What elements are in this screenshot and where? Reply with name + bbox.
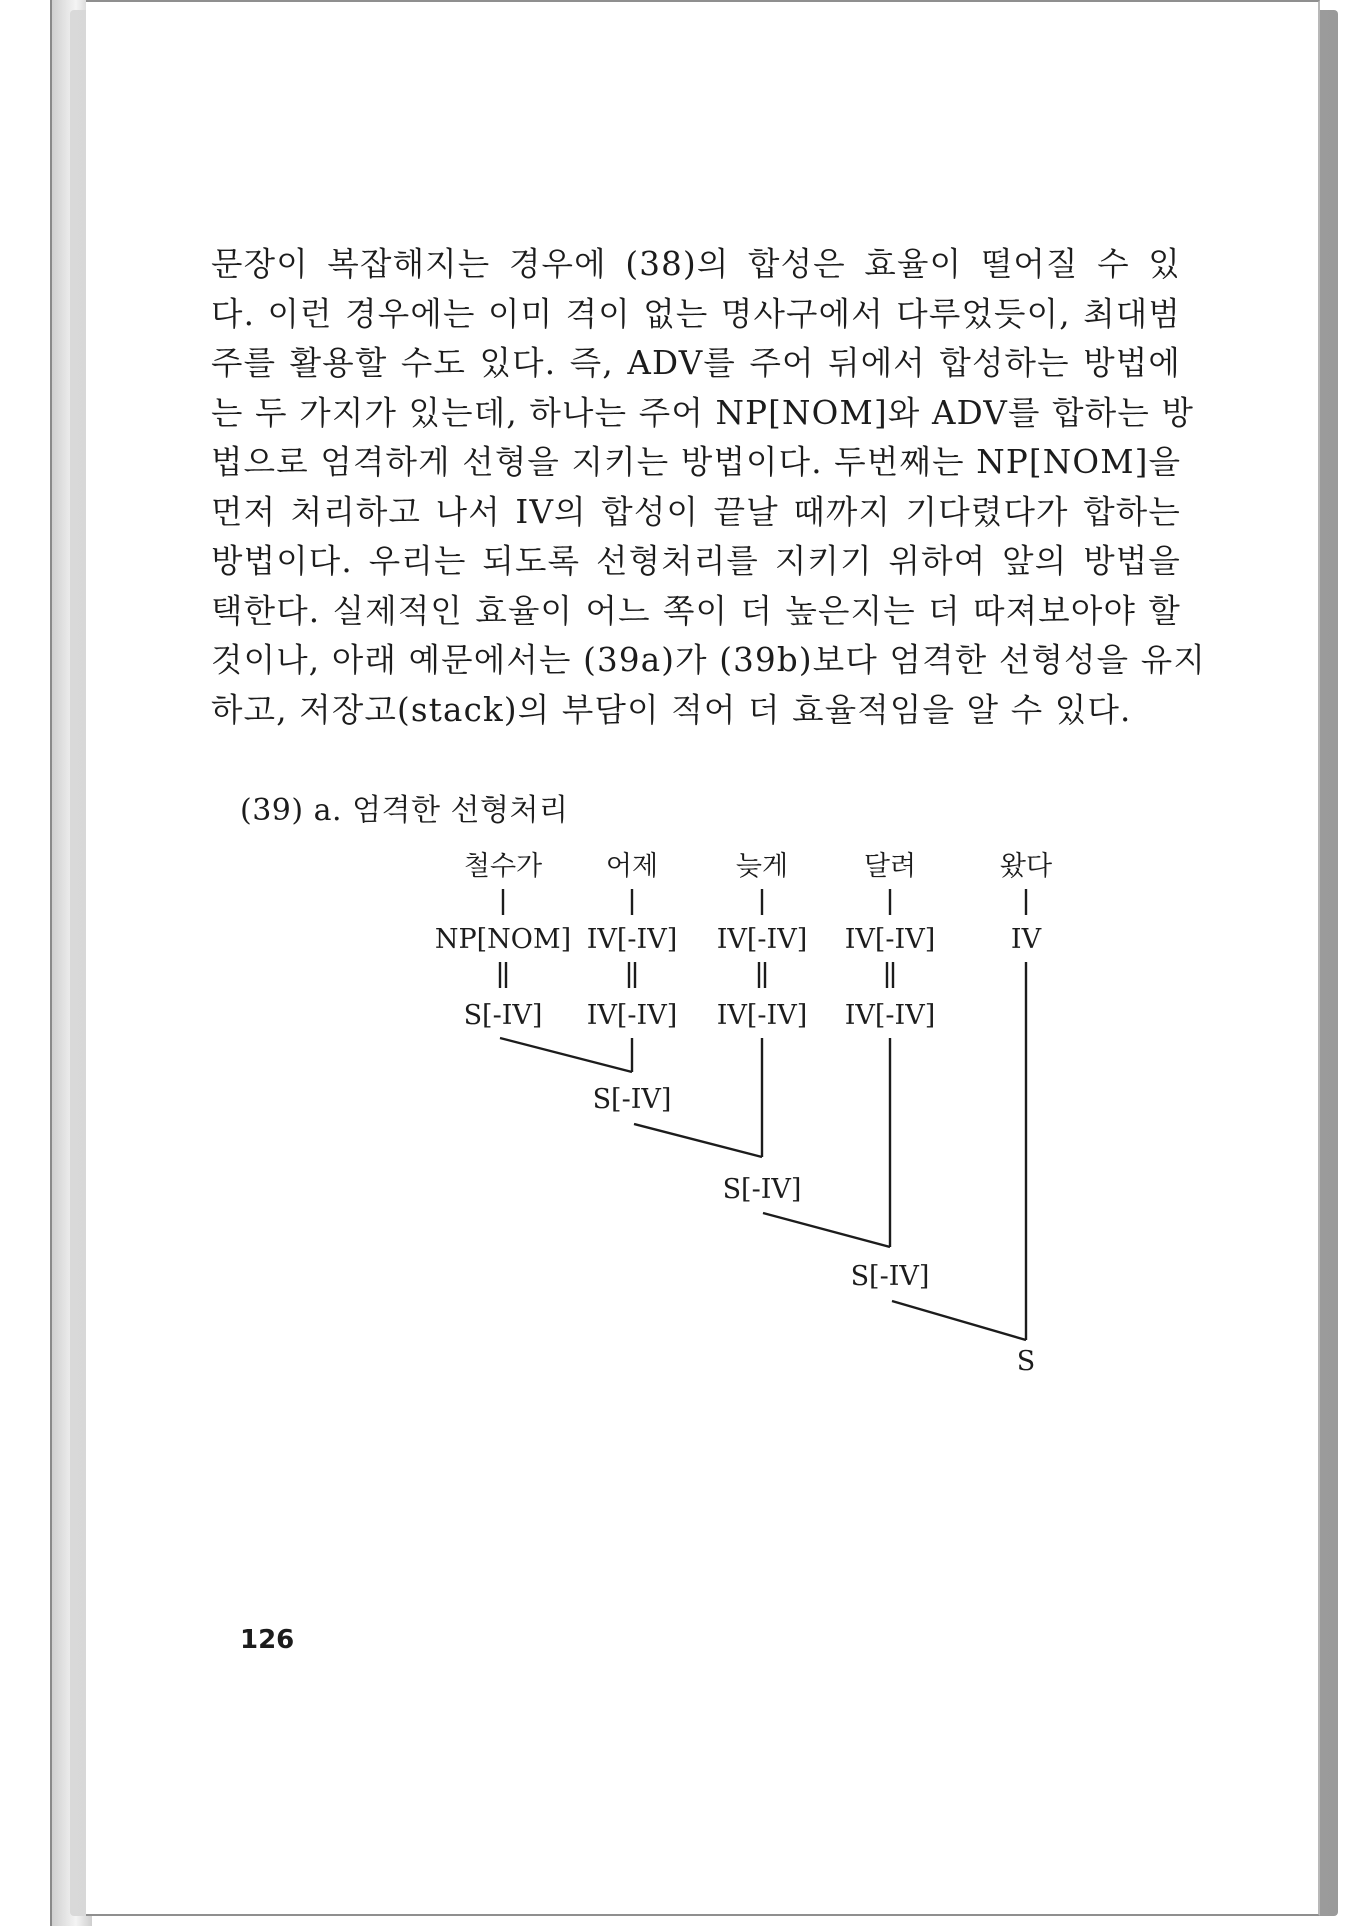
combination-3: S[-IV] [850,1261,930,1292]
raised-iv-iv-1: IV[-IV] [586,1000,678,1031]
category-iv-iv-2: IV[-IV] [716,924,808,955]
example-label: (39) a. 엄격한 선형처리 [240,793,569,828]
paragraph-line: 법으로 엄격하게 선형을 지키는 방법이다. 두번째는 NP[NOM]을 [211,443,1182,481]
word-neutge: 늦게 [735,851,789,882]
word-cheolsu: 철수가 [463,851,543,882]
paragraph-line: 먼저 처리하고 나서 IV의 합성이 끝날 때까지 기다렸다가 합하는 [211,492,1181,531]
paragraph-line: 는 두 가지가 있는데, 하나는 주어 NP[NOM]와 ADV를 합하는 방 [211,393,1195,432]
paragraph-line: 하고, 저장고(stack)의 부담이 적어 더 효율적임을 알 수 있다. [211,690,1132,729]
final-s: S [1016,1346,1036,1377]
raised-s-iv: S[-IV] [463,1000,543,1031]
word-eoje: 어제 [605,851,659,882]
combine-line [500,1038,632,1072]
combine-line [892,1301,1026,1340]
page-number: 126 [240,1625,295,1655]
raised-iv-iv-2: IV[-IV] [716,1000,808,1031]
paragraph-line: 다. 이런 경우에는 이미 격이 없는 명사구에서 다루었듯이, 최대범 [211,294,1181,333]
category-iv-iv-3: IV[-IV] [844,924,936,955]
category-iv-iv-1: IV[-IV] [586,924,678,955]
word-dallyeo: 달려 [863,851,917,882]
paragraph-line: 택한다. 실제적인 효율이 어느 쪽이 더 높은지는 더 따져보아야 할 [211,591,1181,630]
combination-1: S[-IV] [592,1084,672,1115]
combine-line [763,1213,890,1247]
paragraph-line: 것이나, 아래 예문에서는 (39a)가 (39b)보다 엄격한 선형성을 유지 [211,641,1206,679]
combination-2: S[-IV] [722,1174,802,1205]
raised-iv-iv-3: IV[-IV] [844,1000,936,1031]
paragraph-line: 주를 활용할 수도 있다. 즉, ADV를 주어 뒤에서 합성하는 방법에 [211,344,1181,382]
category-iv: IV [1010,924,1042,955]
category-np-nom: NP[NOM] [434,924,572,955]
paragraph-line: 문장이 복잡해지는 경우에 (38)의 합성은 효율이 떨어질 수 있 [211,245,1181,283]
word-watda: 왔다 [999,851,1053,882]
paragraph-line: 방법이다. 우리는 되도록 선형처리를 지키기 위하여 앞의 방법을 [211,542,1181,580]
combine-line [634,1124,762,1157]
